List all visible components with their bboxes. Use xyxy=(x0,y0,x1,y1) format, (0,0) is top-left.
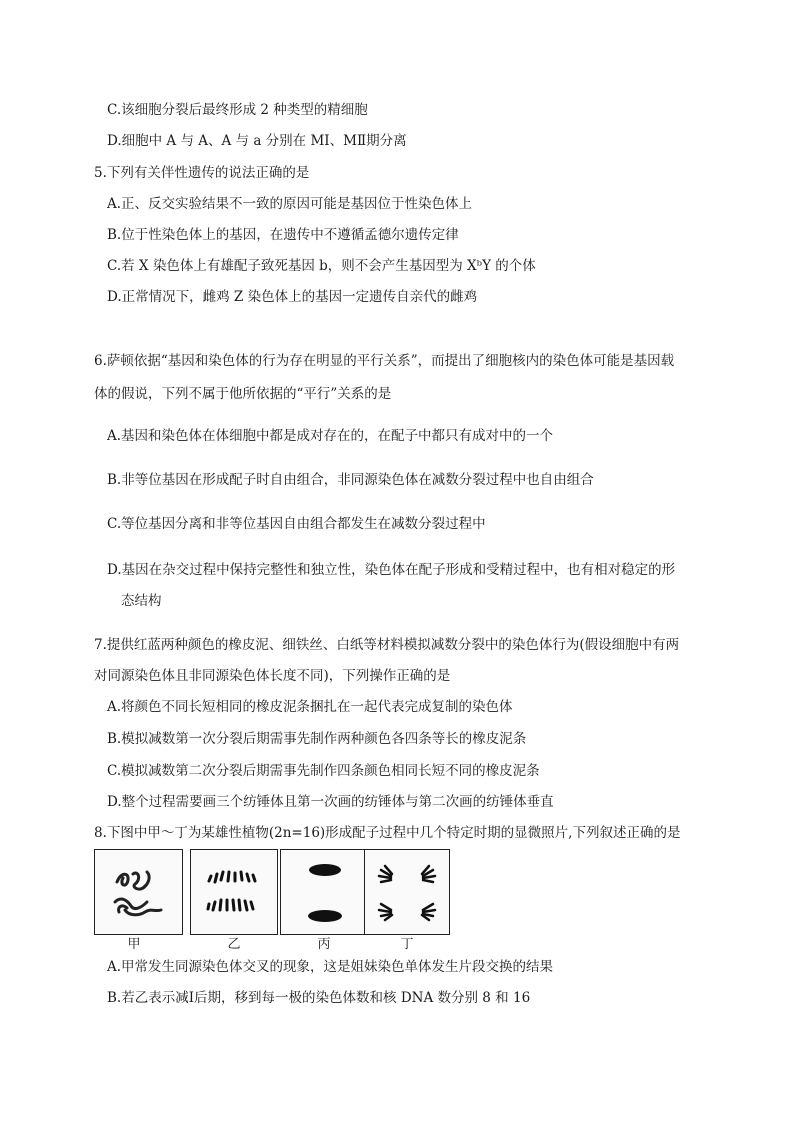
q7-stem-line1: 7.提供红蓝两种颜色的橡皮泥、细铁丝、白纸等材料模拟减数分裂中的染色体行为(假设细胞中有两 xyxy=(94,637,680,653)
q7-option-d: D.整个过程需要画三个纺锤体且第一次画的纺锤体与第二次画的纺锤体垂直 xyxy=(107,794,554,810)
q4-option-d: D.细胞中 A 与 A、A 与 a 分别在 MI、MⅡ期分离 xyxy=(107,133,407,149)
q6-option-d-line1: D.基因在杂交过程中保持完整性和独立性，染色体在配子形成和受精过程中，也有相对稳定的形 xyxy=(107,562,676,578)
q6-option-d-line2: 态结构 xyxy=(121,593,162,609)
q5-option-c: C.若 X 染色体上有雄配子致死基因 b，则不会产生基因型为 XᵇY 的个体 xyxy=(107,258,536,274)
q7-option-a: A.将颜色不同长短相同的橡皮泥条捆扎在一起代表完成复制的染色体 xyxy=(107,699,513,715)
micrograph-figure xyxy=(94,849,494,955)
micrograph-yi xyxy=(190,849,278,935)
q6-stem-line1: 6.萨顿依据“基因和染色体的行为存在明显的平行关系”，而提出了细胞核内的染色体可能是基因载 xyxy=(94,353,675,369)
q8-stem: 8.下图中甲～丁为某雄性植物(2n=16)形成配子过程中几个特定时期的显微照片,下列叙述正确的是 xyxy=(94,825,681,841)
caption-ding: 丁 xyxy=(400,937,414,952)
q4-option-c: C.该细胞分裂后最终形成 2 种类型的精细胞 xyxy=(107,102,368,118)
caption-jia: 甲 xyxy=(127,937,141,952)
q6-option-b: B.非等位基因在形成配子时自由组合，非同源染色体在减数分裂过程中也自由组合 xyxy=(107,472,594,488)
micrograph-ding xyxy=(364,849,450,935)
q7-stem-line2: 对同源染色体且非同源染色体长度不同)，下列操作正确的是 xyxy=(94,668,451,684)
q5-option-a: A.正、反交实验结果不一致的原因可能是基因位于性染色体上 xyxy=(107,196,473,212)
q6-stem-line2: 体的假说，下列不属于他所依据的“平行”关系的是 xyxy=(94,386,392,402)
q8-option-b: B.若乙表示减Ⅰ后期，移到每一极的染色体数和核 DNA 数分别 8 和 16 xyxy=(107,990,531,1006)
q5-option-b: B.位于性染色体上的基因，在遗传中不遵循孟德尔遗传定律 xyxy=(107,227,459,243)
caption-bing: 丙 xyxy=(317,937,331,952)
q7-option-b: B.模拟减数第一次分裂后期需事先制作两种颜色各四条等长的橡皮泥条 xyxy=(107,731,527,747)
caption-yi: 乙 xyxy=(227,937,241,952)
q6-option-c: C.等位基因分离和非等位基因自由组合都发生在减数分裂过程中 xyxy=(107,516,486,532)
micrograph-jia xyxy=(94,849,183,935)
q7-option-c: C.模拟减数第二次分裂后期需事先制作四条颜色相同长短不同的橡皮泥条 xyxy=(107,763,540,779)
q5-option-d: D.正常情况下，雌鸡 Z 染色体上的基因一定遗传自亲代的雌鸡 xyxy=(107,289,478,305)
q6-option-a: A.基因和染色体在体细胞中都是成对存在的，在配子中都只有成对中的一个 xyxy=(107,428,554,444)
q8-option-a: A.甲常发生同源染色体交叉的现象，这是姐妹染色单体发生片段交换的结果 xyxy=(107,959,554,975)
micrograph-bing xyxy=(280,849,368,935)
q5-stem: 5.下列有关伴性遗传的说法正确的是 xyxy=(94,165,310,181)
